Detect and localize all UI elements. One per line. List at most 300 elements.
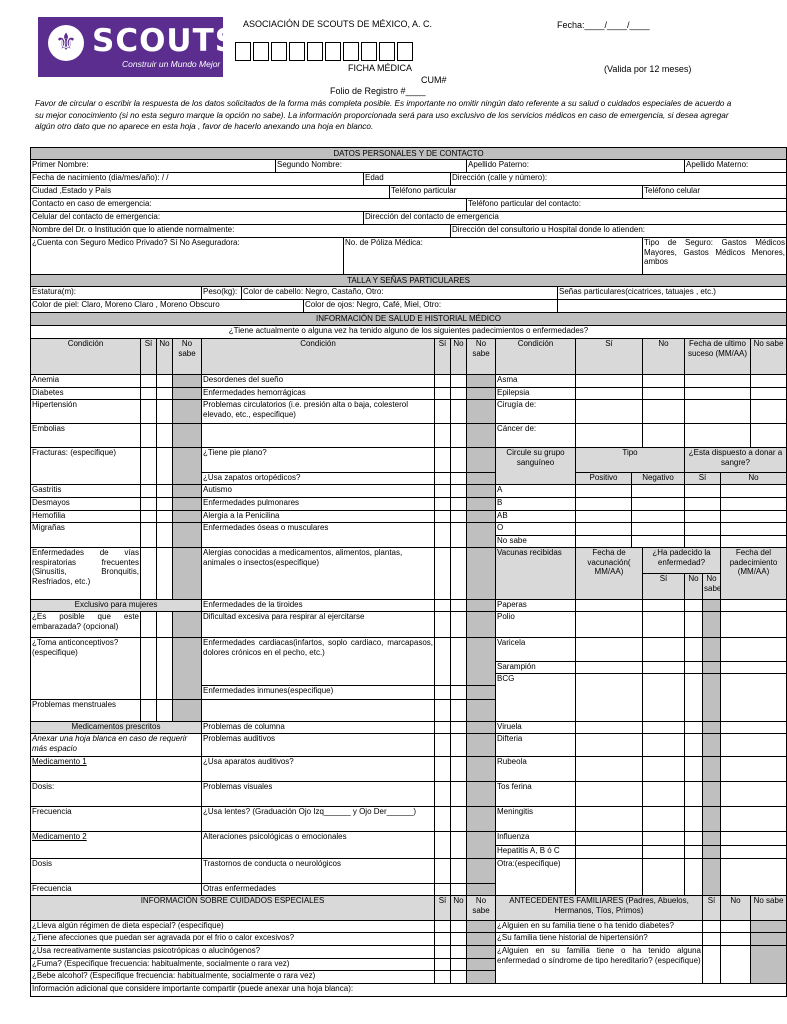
address-field[interactable]: Dirección (calle y número):	[451, 173, 787, 186]
answer-cell[interactable]	[157, 388, 173, 400]
answer-cell[interactable]	[643, 612, 685, 638]
answer-cell[interactable]	[643, 400, 685, 424]
answer-cell[interactable]	[435, 388, 451, 400]
answer-cell[interactable]	[721, 832, 787, 846]
answer-cell[interactable]	[643, 807, 685, 832]
emergency-contact-field[interactable]: Contacto en caso de emergencia:	[31, 199, 467, 212]
weight-field[interactable]: Peso(kg):	[202, 287, 242, 300]
answer-cell[interactable]	[703, 782, 721, 807]
answer-cell[interactable]	[435, 959, 451, 971]
answer-cell[interactable]	[467, 757, 496, 782]
answer-cell[interactable]	[451, 638, 467, 686]
answer-cell[interactable]	[685, 536, 721, 548]
answer-cell[interactable]	[435, 523, 451, 548]
answer-cell[interactable]	[451, 511, 467, 523]
answer-cell[interactable]	[643, 674, 685, 722]
answer-cell[interactable]	[685, 859, 703, 896]
answer-cell[interactable]	[576, 846, 643, 859]
answer-cell[interactable]	[467, 734, 496, 757]
contact-cell-field[interactable]: Celular del contacto de emergencia:	[31, 212, 364, 225]
answer-cell[interactable]	[721, 511, 787, 523]
answer-cell[interactable]	[467, 722, 496, 734]
answer-cell[interactable]	[576, 400, 643, 424]
answer-cell[interactable]	[157, 548, 173, 600]
answer-cell[interactable]	[157, 485, 173, 498]
answer-cell[interactable]	[467, 638, 496, 686]
answer-cell[interactable]	[467, 485, 496, 498]
answer-cell[interactable]	[576, 638, 643, 662]
answer-cell[interactable]	[157, 638, 173, 700]
frequency-field[interactable]: Frecuencia	[31, 807, 202, 832]
answer-cell[interactable]	[435, 859, 451, 884]
answer-cell[interactable]	[703, 600, 721, 612]
answer-cell[interactable]	[435, 400, 451, 424]
policy-number-field[interactable]: No. de Póliza Médica:	[344, 238, 643, 275]
answer-cell[interactable]	[173, 498, 202, 511]
answer-cell[interactable]	[173, 612, 202, 638]
answer-cell[interactable]	[576, 807, 643, 832]
answer-cell[interactable]	[576, 722, 643, 734]
answer-cell[interactable]	[576, 485, 632, 498]
dose-field[interactable]: Dosis	[31, 859, 202, 884]
answer-cell[interactable]	[685, 498, 721, 511]
condition-label: Problemas menstruales	[31, 700, 141, 722]
answer-cell[interactable]	[451, 782, 467, 807]
answer-cell[interactable]	[721, 859, 787, 896]
condition-label: Enfermedades cardiacas(infartos, soplo cardiaco, marcapasos, dolores crónicos en el pecho, etc.)	[202, 638, 435, 686]
answer-cell[interactable]	[643, 600, 685, 612]
answer-cell[interactable]	[721, 933, 751, 946]
answer-cell[interactable]	[467, 807, 496, 832]
answer-cell[interactable]	[435, 734, 451, 757]
answer-cell[interactable]	[703, 946, 721, 984]
answer-cell[interactable]	[467, 400, 496, 424]
answer-cell[interactable]	[157, 700, 173, 722]
eye-color-field[interactable]: Color de ojos: Negro, Café, Miel, Otro:	[304, 300, 558, 313]
answer-cell[interactable]	[632, 523, 685, 536]
answer-cell[interactable]	[643, 832, 685, 846]
answer-cell[interactable]	[141, 498, 157, 511]
answer-cell[interactable]	[576, 424, 643, 448]
answer-cell[interactable]	[685, 511, 721, 523]
answer-cell[interactable]	[435, 782, 451, 807]
answer-cell[interactable]	[141, 700, 157, 722]
doctor-field[interactable]: Nombre del Dr. o Institución que lo atiende normalmente:	[31, 225, 451, 238]
answer-cell[interactable]	[643, 388, 685, 400]
answer-cell[interactable]	[467, 612, 496, 638]
answer-cell[interactable]	[643, 638, 685, 662]
answer-cell[interactable]	[467, 859, 496, 884]
answer-cell[interactable]	[576, 600, 643, 612]
answer-cell[interactable]	[157, 424, 173, 448]
donate-blood-header: ¿Esta dispuesto a donar a sangre?	[685, 448, 787, 473]
answer-cell[interactable]	[721, 807, 787, 832]
answer-cell[interactable]	[576, 674, 643, 722]
maternal-surname-field[interactable]: Apellido Materno:	[685, 160, 787, 173]
answer-cell[interactable]	[435, 807, 451, 832]
answer-cell[interactable]	[451, 959, 467, 971]
answer-cell[interactable]	[451, 946, 467, 959]
answer-cell[interactable]	[451, 700, 467, 722]
id-digit-box[interactable]	[397, 42, 413, 61]
answer-cell[interactable]	[643, 662, 685, 674]
answer-cell[interactable]	[703, 933, 721, 946]
answer-cell[interactable]	[451, 400, 467, 424]
answer-cell[interactable]	[751, 933, 787, 946]
condition-label: ¿Usa aparatos auditivos?	[202, 757, 435, 782]
folio-field[interactable]: Folio de Registro #____	[330, 86, 426, 96]
answer-cell[interactable]	[467, 921, 496, 933]
medication-2-field[interactable]: Medicamento 2	[31, 832, 202, 859]
answer-cell[interactable]	[576, 782, 643, 807]
section-health-history: INFORMACIÓN DE SALUD E HISTORIAL MÉDICO	[31, 313, 787, 326]
answer-cell[interactable]	[467, 511, 496, 523]
id-digit-box[interactable]	[343, 42, 359, 61]
answer-cell[interactable]	[435, 473, 451, 485]
answer-cell[interactable]	[643, 734, 685, 757]
first-name-field[interactable]: Primer Nombre:	[31, 160, 276, 173]
insurance-type-field[interactable]: Tipo de Seguro: Gastos Médicos Mayores, Gastos Médicos Menores, ambos	[643, 238, 787, 275]
answer-cell[interactable]	[703, 807, 721, 832]
id-digit-box[interactable]	[271, 42, 287, 61]
answer-cell[interactable]	[721, 734, 787, 757]
answer-cell[interactable]	[751, 388, 787, 400]
answer-cell[interactable]	[703, 674, 721, 722]
answer-cell[interactable]	[703, 612, 721, 638]
answer-cell[interactable]	[685, 662, 703, 674]
answer-cell[interactable]	[643, 375, 685, 388]
answer-cell[interactable]	[703, 638, 721, 662]
frequency-field[interactable]: Frecuencia	[31, 884, 202, 896]
answer-cell[interactable]	[685, 722, 703, 734]
answer-cell[interactable]	[721, 498, 787, 511]
answer-cell[interactable]	[685, 674, 703, 722]
answer-cell[interactable]	[685, 424, 751, 448]
answer-cell[interactable]	[435, 832, 451, 859]
answer-cell[interactable]	[685, 375, 751, 388]
answer-cell[interactable]	[173, 638, 202, 700]
answer-cell[interactable]	[467, 832, 496, 859]
id-digit-box[interactable]	[361, 42, 377, 61]
age-field[interactable]: Edad	[364, 173, 451, 186]
answer-cell[interactable]	[451, 612, 467, 638]
answer-cell[interactable]	[141, 548, 157, 600]
answer-cell[interactable]	[685, 807, 703, 832]
answer-cell[interactable]	[721, 946, 751, 984]
answer-cell[interactable]	[467, 782, 496, 807]
skin-color-field[interactable]: Color de piel: Claro, Moreno Claro , Moreno Obscuro	[31, 300, 304, 313]
answer-cell[interactable]	[451, 600, 467, 612]
answer-cell[interactable]	[157, 523, 173, 548]
answer-cell[interactable]	[467, 700, 496, 722]
condition-label: Asma	[496, 375, 576, 388]
answer-cell[interactable]	[141, 375, 157, 388]
answer-cell[interactable]	[451, 473, 467, 485]
special-care-header: INFORMACIÓN SOBRE CUIDADOS ESPECIALES	[31, 896, 435, 921]
answer-cell[interactable]	[643, 424, 685, 448]
marks-field[interactable]: Señas particulares(cicatrices, tatuajes , etc.)	[558, 287, 787, 300]
answer-cell[interactable]	[703, 832, 721, 846]
id-digit-box[interactable]	[325, 42, 341, 61]
answer-cell[interactable]	[451, 832, 467, 859]
additional-info-field[interactable]: Información adicional que considere importante compartir (puede anexar una hoja blanca):	[31, 984, 787, 997]
medical-form-table	[30, 145, 787, 997]
answer-cell[interactable]	[451, 734, 467, 757]
answer-cell[interactable]	[157, 498, 173, 511]
answer-cell[interactable]	[685, 638, 703, 662]
answer-cell[interactable]	[643, 757, 685, 782]
id-digit-box[interactable]	[307, 42, 323, 61]
answer-cell[interactable]	[751, 424, 787, 448]
answer-cell[interactable]	[157, 511, 173, 523]
answer-cell[interactable]	[721, 485, 787, 498]
answer-cell[interactable]	[576, 832, 643, 846]
answer-cell[interactable]	[721, 662, 787, 674]
answer-cell[interactable]	[451, 375, 467, 388]
second-name-field[interactable]: Segundo Nombre:	[276, 160, 467, 173]
answer-cell[interactable]	[576, 859, 643, 896]
answer-cell[interactable]	[685, 612, 703, 638]
id-boxes[interactable]	[235, 42, 415, 61]
answer-cell[interactable]	[685, 782, 703, 807]
answer-cell[interactable]	[451, 859, 467, 884]
positive-header: Positivo	[576, 473, 632, 485]
answer-cell[interactable]	[703, 662, 721, 674]
answer-cell[interactable]	[435, 448, 451, 473]
answer-cell[interactable]	[721, 921, 751, 933]
answer-cell[interactable]	[173, 700, 202, 722]
answer-cell[interactable]	[721, 782, 787, 807]
answer-cell[interactable]	[685, 388, 751, 400]
answer-cell[interactable]	[451, 807, 467, 832]
answer-cell[interactable]	[173, 485, 202, 498]
cum-field[interactable]: CUM#	[421, 75, 447, 85]
answer-cell[interactable]	[685, 757, 703, 782]
answer-cell[interactable]	[435, 884, 451, 896]
answer-cell[interactable]	[703, 859, 721, 896]
answer-cell[interactable]	[721, 846, 787, 859]
answer-cell[interactable]	[141, 511, 157, 523]
answer-cell[interactable]	[435, 757, 451, 782]
answer-cell[interactable]	[173, 388, 202, 400]
answer-cell[interactable]	[173, 424, 202, 448]
answer-cell[interactable]	[467, 686, 496, 700]
answer-cell[interactable]	[685, 846, 703, 859]
answer-cell[interactable]	[632, 511, 685, 523]
answer-cell[interactable]	[141, 485, 157, 498]
id-digit-box[interactable]	[379, 42, 395, 61]
answer-cell[interactable]	[451, 485, 467, 498]
answer-cell[interactable]	[721, 536, 787, 548]
answer-cell[interactable]	[173, 548, 202, 600]
answer-cell[interactable]	[157, 612, 173, 638]
answer-cell[interactable]	[467, 388, 496, 400]
answer-cell[interactable]	[451, 388, 467, 400]
answer-cell[interactable]	[157, 375, 173, 388]
answer-cell[interactable]	[173, 511, 202, 523]
answer-cell[interactable]	[451, 921, 467, 933]
answer-cell[interactable]	[721, 638, 787, 662]
answer-cell[interactable]	[173, 400, 202, 424]
section-personal-contact: DATOS PERSONALES Y DE CONTACTO	[31, 148, 787, 160]
answer-cell[interactable]	[576, 662, 643, 674]
answer-cell[interactable]	[703, 921, 721, 933]
contact-phone-field[interactable]: Teléfono particular del contacto:	[467, 199, 787, 212]
answer-cell[interactable]	[467, 523, 496, 548]
answer-cell[interactable]	[451, 722, 467, 734]
answer-cell[interactable]	[173, 375, 202, 388]
answer-cell[interactable]	[451, 757, 467, 782]
answer-cell[interactable]	[435, 722, 451, 734]
answer-cell[interactable]	[451, 686, 467, 700]
answer-cell[interactable]	[451, 884, 467, 896]
answer-cell[interactable]	[576, 757, 643, 782]
paternal-surname-field[interactable]: Apellido Paterno:	[467, 160, 685, 173]
answer-cell[interactable]	[703, 734, 721, 757]
doctor-address-field[interactable]: Dirección del consultorio u Hospital donde lo atienden:	[451, 225, 787, 238]
answer-cell[interactable]	[141, 448, 157, 485]
answer-cell[interactable]	[435, 498, 451, 511]
answer-cell[interactable]	[643, 859, 685, 896]
no-header: No	[721, 896, 751, 921]
answer-cell[interactable]	[685, 400, 751, 424]
answer-cell[interactable]	[451, 523, 467, 548]
answer-cell[interactable]	[467, 375, 496, 388]
answer-cell[interactable]	[632, 536, 685, 548]
answer-cell[interactable]	[576, 734, 643, 757]
answer-cell[interactable]	[435, 511, 451, 523]
contact-address-field[interactable]: Dirección del contacto de emergencia	[364, 212, 787, 225]
height-field[interactable]: Estatura(m):	[31, 287, 202, 300]
answer-cell[interactable]	[435, 375, 451, 388]
answer-cell[interactable]	[685, 832, 703, 846]
answer-cell[interactable]	[685, 600, 703, 612]
answer-cell[interactable]	[685, 485, 721, 498]
condition-label: Autismo	[202, 485, 435, 498]
id-digit-box[interactable]	[235, 42, 251, 61]
answer-cell[interactable]	[703, 722, 721, 734]
prescribed-meds-header: Medicamentos prescritos	[31, 722, 202, 734]
answer-cell[interactable]	[576, 388, 643, 400]
answer-cell[interactable]	[751, 921, 787, 933]
answer-cell[interactable]	[576, 498, 632, 511]
answer-cell[interactable]	[467, 946, 496, 959]
answer-cell[interactable]	[141, 523, 157, 548]
answer-cell[interactable]	[141, 612, 157, 638]
answer-cell[interactable]	[435, 485, 451, 498]
answer-cell[interactable]	[751, 946, 787, 984]
answer-cell[interactable]	[576, 375, 643, 388]
private-insurance-field[interactable]: ¿Cuenta con Seguro Medico Privado? Sí No Aseguradora:	[31, 238, 344, 275]
medication-1-field[interactable]: Medicamento 1	[31, 757, 202, 782]
answer-cell[interactable]	[703, 757, 721, 782]
answer-cell[interactable]	[451, 498, 467, 511]
answer-cell[interactable]	[157, 400, 173, 424]
answer-cell[interactable]	[643, 722, 685, 734]
answer-cell[interactable]	[141, 400, 157, 424]
answer-cell[interactable]	[685, 523, 721, 536]
dose-field[interactable]: Dosis:	[31, 782, 202, 807]
answer-cell[interactable]	[173, 523, 202, 548]
answer-cell[interactable]	[632, 498, 685, 511]
unknown-header: No sabe	[467, 339, 496, 375]
answer-cell[interactable]	[751, 400, 787, 424]
answer-cell[interactable]	[451, 424, 467, 448]
answer-cell[interactable]	[451, 448, 467, 473]
answer-cell[interactable]	[467, 473, 496, 485]
id-digit-box[interactable]	[289, 42, 305, 61]
answer-cell[interactable]	[685, 734, 703, 757]
answer-cell[interactable]	[141, 638, 157, 700]
answer-cell[interactable]	[721, 674, 787, 722]
answer-cell[interactable]	[467, 498, 496, 511]
home-phone-field[interactable]: Teléfono particular	[390, 186, 643, 199]
answer-cell[interactable]	[643, 782, 685, 807]
answer-cell[interactable]	[467, 959, 496, 971]
answer-cell[interactable]	[643, 846, 685, 859]
birth-date-field[interactable]: Fecha de nacimiento (dia/mes/año): / /	[31, 173, 364, 186]
answer-cell[interactable]	[467, 600, 496, 612]
answer-cell[interactable]	[435, 612, 451, 638]
answer-cell[interactable]	[721, 612, 787, 638]
answer-cell[interactable]	[721, 757, 787, 782]
unknown-header: No sabe	[173, 339, 202, 375]
answer-cell[interactable]	[141, 388, 157, 400]
date-field[interactable]: Fecha:____/____/____	[557, 20, 650, 30]
answer-cell[interactable]	[435, 548, 451, 600]
answer-cell[interactable]	[467, 424, 496, 448]
answer-cell[interactable]	[435, 946, 451, 959]
answer-cell[interactable]	[435, 971, 451, 984]
answer-cell[interactable]	[173, 448, 202, 485]
cell-phone-field[interactable]: Teléfono celular	[643, 186, 787, 199]
answer-cell[interactable]	[576, 523, 632, 536]
answer-cell[interactable]	[703, 846, 721, 859]
answer-cell[interactable]	[467, 448, 496, 473]
answer-cell[interactable]	[435, 700, 451, 722]
answer-cell[interactable]	[721, 523, 787, 536]
answer-cell[interactable]	[751, 375, 787, 388]
condition-label: Rubeola	[496, 757, 576, 782]
answer-cell[interactable]	[721, 722, 787, 734]
answer-cell[interactable]	[141, 424, 157, 448]
answer-cell[interactable]	[467, 884, 496, 896]
id-digit-box[interactable]	[253, 42, 269, 61]
condition-label: Diabetes	[31, 388, 141, 400]
answer-cell[interactable]	[435, 921, 451, 933]
hair-color-field[interactable]: Color de cabello: Negro, Castaño, Otro:	[242, 287, 558, 300]
answer-cell[interactable]	[576, 536, 632, 548]
city-field[interactable]: Ciudad ,Estado y País	[31, 186, 390, 199]
answer-cell[interactable]	[157, 448, 173, 485]
condition-label: Enfermedades hemorrágicas	[202, 388, 435, 400]
answer-cell[interactable]	[451, 548, 467, 600]
answer-cell[interactable]	[721, 600, 787, 612]
answer-cell[interactable]	[435, 600, 451, 612]
answer-cell[interactable]	[576, 511, 632, 523]
answer-cell[interactable]	[435, 424, 451, 448]
answer-cell[interactable]	[451, 933, 467, 946]
answer-cell[interactable]	[435, 933, 451, 946]
answer-cell[interactable]	[576, 612, 643, 638]
answer-cell[interactable]	[467, 933, 496, 946]
answer-cell[interactable]	[467, 548, 496, 600]
answer-cell[interactable]	[632, 485, 685, 498]
answer-cell[interactable]	[435, 638, 451, 686]
answer-cell[interactable]	[435, 686, 451, 700]
answer-cell[interactable]	[451, 971, 467, 984]
answer-cell[interactable]	[467, 971, 496, 984]
